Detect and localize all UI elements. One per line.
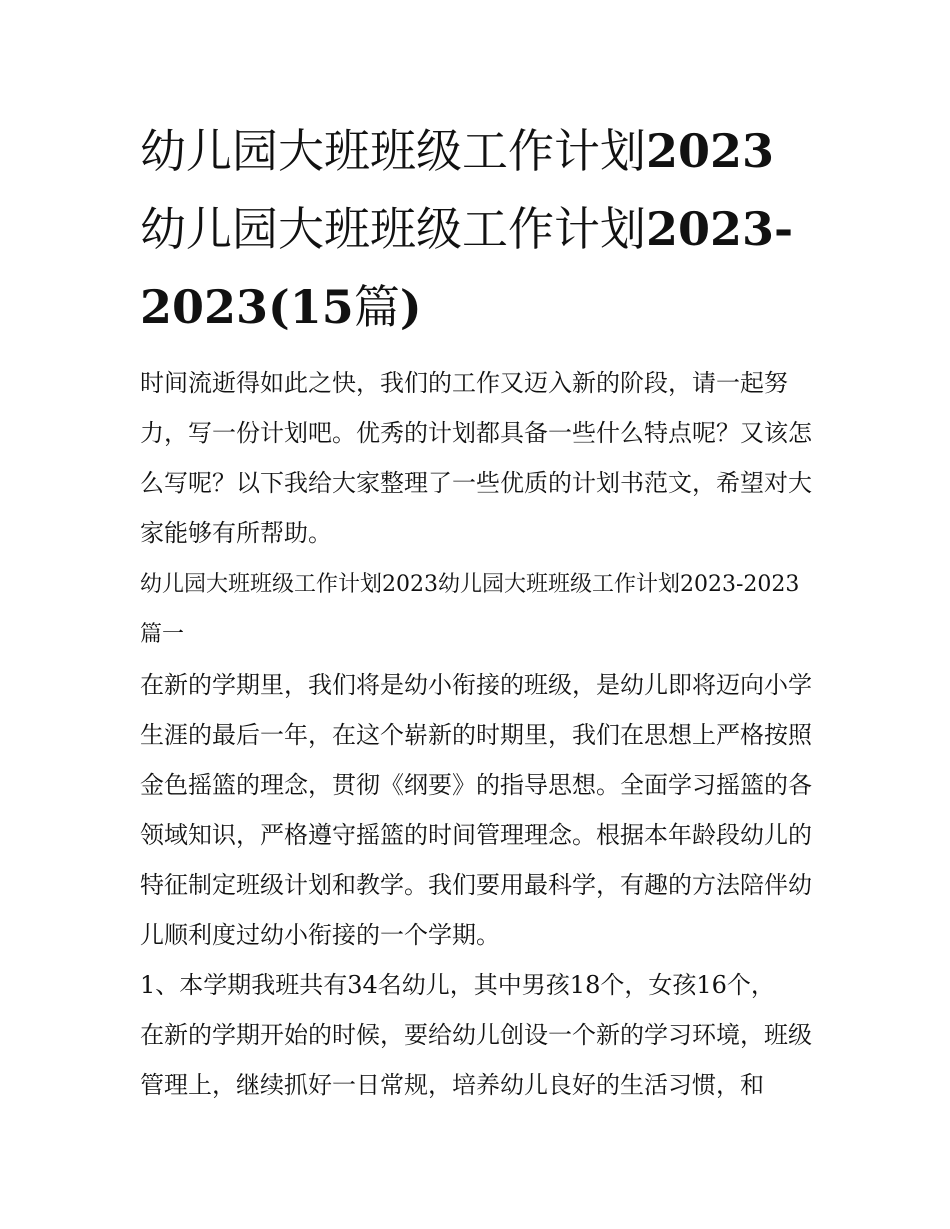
body-paragraph-3: 在新的学期开始的时候，要给幼儿创设一个新的学习环境，班级管理上，继续抓好一日常规，培养幼儿良好的生活习惯，和 xyxy=(140,1021,812,1099)
title-text-3: 篇 xyxy=(353,280,400,334)
title-paren-close: ) xyxy=(399,280,422,334)
title-years-range: 2023-2023(15 xyxy=(140,202,794,334)
document-body xyxy=(140,112,812,1110)
document-title xyxy=(140,112,812,346)
body-paragraph-1: 在新的学期里，我们将是幼小衔接的班级，是幼儿即将迈向小学生涯的最后一年，在这个崭新的时期里，我们在思想上严格按照金色摇篮的理念，贯彻《纲要》的指导思想。全面学习摇篮的各领域知识，严格遵守摇篮的时间管理理念。根据本年龄段幼儿的特征制定班级计划和教学。我们要用最科学，有趣的方法陪伴幼儿顺利度过幼小衔接的一个学期。 xyxy=(140,671,812,949)
body-paragraph-2: 1、本学期我班共有34名幼儿，其中男孩18个，女孩16个， xyxy=(140,971,775,999)
title-text-1: 幼儿园大班班级工作计划 xyxy=(140,124,646,178)
section-heading: 幼儿园大班班级工作计划2023幼儿园大班班级工作计划2023-2023篇一 xyxy=(140,572,800,647)
title-year: 2023 xyxy=(646,124,775,178)
intro-paragraph: 时间流逝得如此之快，我们的工作又迈入新的阶段，请一起努力，写一份计划吧。优秀的计划都具备一些什么特点呢？又该怎么写呢？以下我给大家整理了一些优质的计划书范文，希望对大家能够有所帮助。 xyxy=(140,369,812,547)
title-text-2: 幼儿园大班班级工作计划 xyxy=(140,202,646,256)
